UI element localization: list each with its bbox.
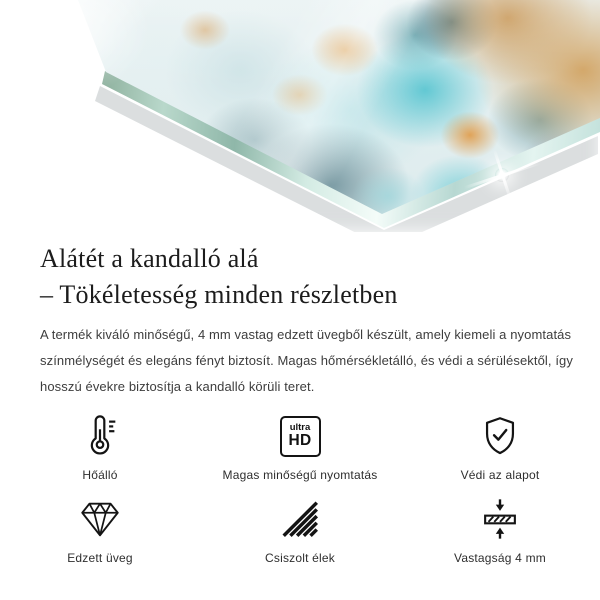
feature-tempered-glass [0,496,200,565]
content-section [0,241,600,565]
description-line: színmélységét és elegáns fényt biztosít. Magas hőmérsékletálló, és védi a sérülésektől, így [40,353,573,368]
thickness-icon [400,496,600,542]
feature-protects-base [400,413,600,482]
title-line-1: Alátét a kandalló alá [40,244,259,273]
thermometer-icon [0,413,200,459]
feature-thickness [400,496,600,565]
ultra-hd-icon [200,413,400,459]
product-description [40,322,573,400]
feature-heat-resistant [0,413,200,482]
feature-label: Magas minőségű nyomtatás [222,468,378,482]
ultra-hd-badge-bottom: HD [288,432,312,449]
feature-grid [0,413,600,565]
diamond-icon [0,496,200,542]
page-title [40,241,560,313]
title-line-2: – Tökéletesség minden részletben [40,280,398,309]
feature-label: Hőálló [82,468,118,482]
description-line: hosszú évekre biztosítja a kandalló körüli teret. [40,379,315,394]
description-line: A termék kiváló minőségű, 4 mm vastag edzett üvegből készült, amely kiemeli a nyomtatás [40,327,572,342]
feature-label: Edzett üveg [67,551,133,565]
feature-polished-edges [200,496,400,565]
feature-print-quality [200,413,400,482]
feature-label: Csiszolt élek [265,551,335,565]
feature-label: Vastagság 4 mm [454,551,546,565]
product-photo [0,0,600,232]
shield-check-icon [400,413,600,459]
feature-label: Védi az alapot [460,468,540,482]
polished-edges-icon [200,496,400,542]
ultra-hd-badge-top: ultra [289,422,311,433]
